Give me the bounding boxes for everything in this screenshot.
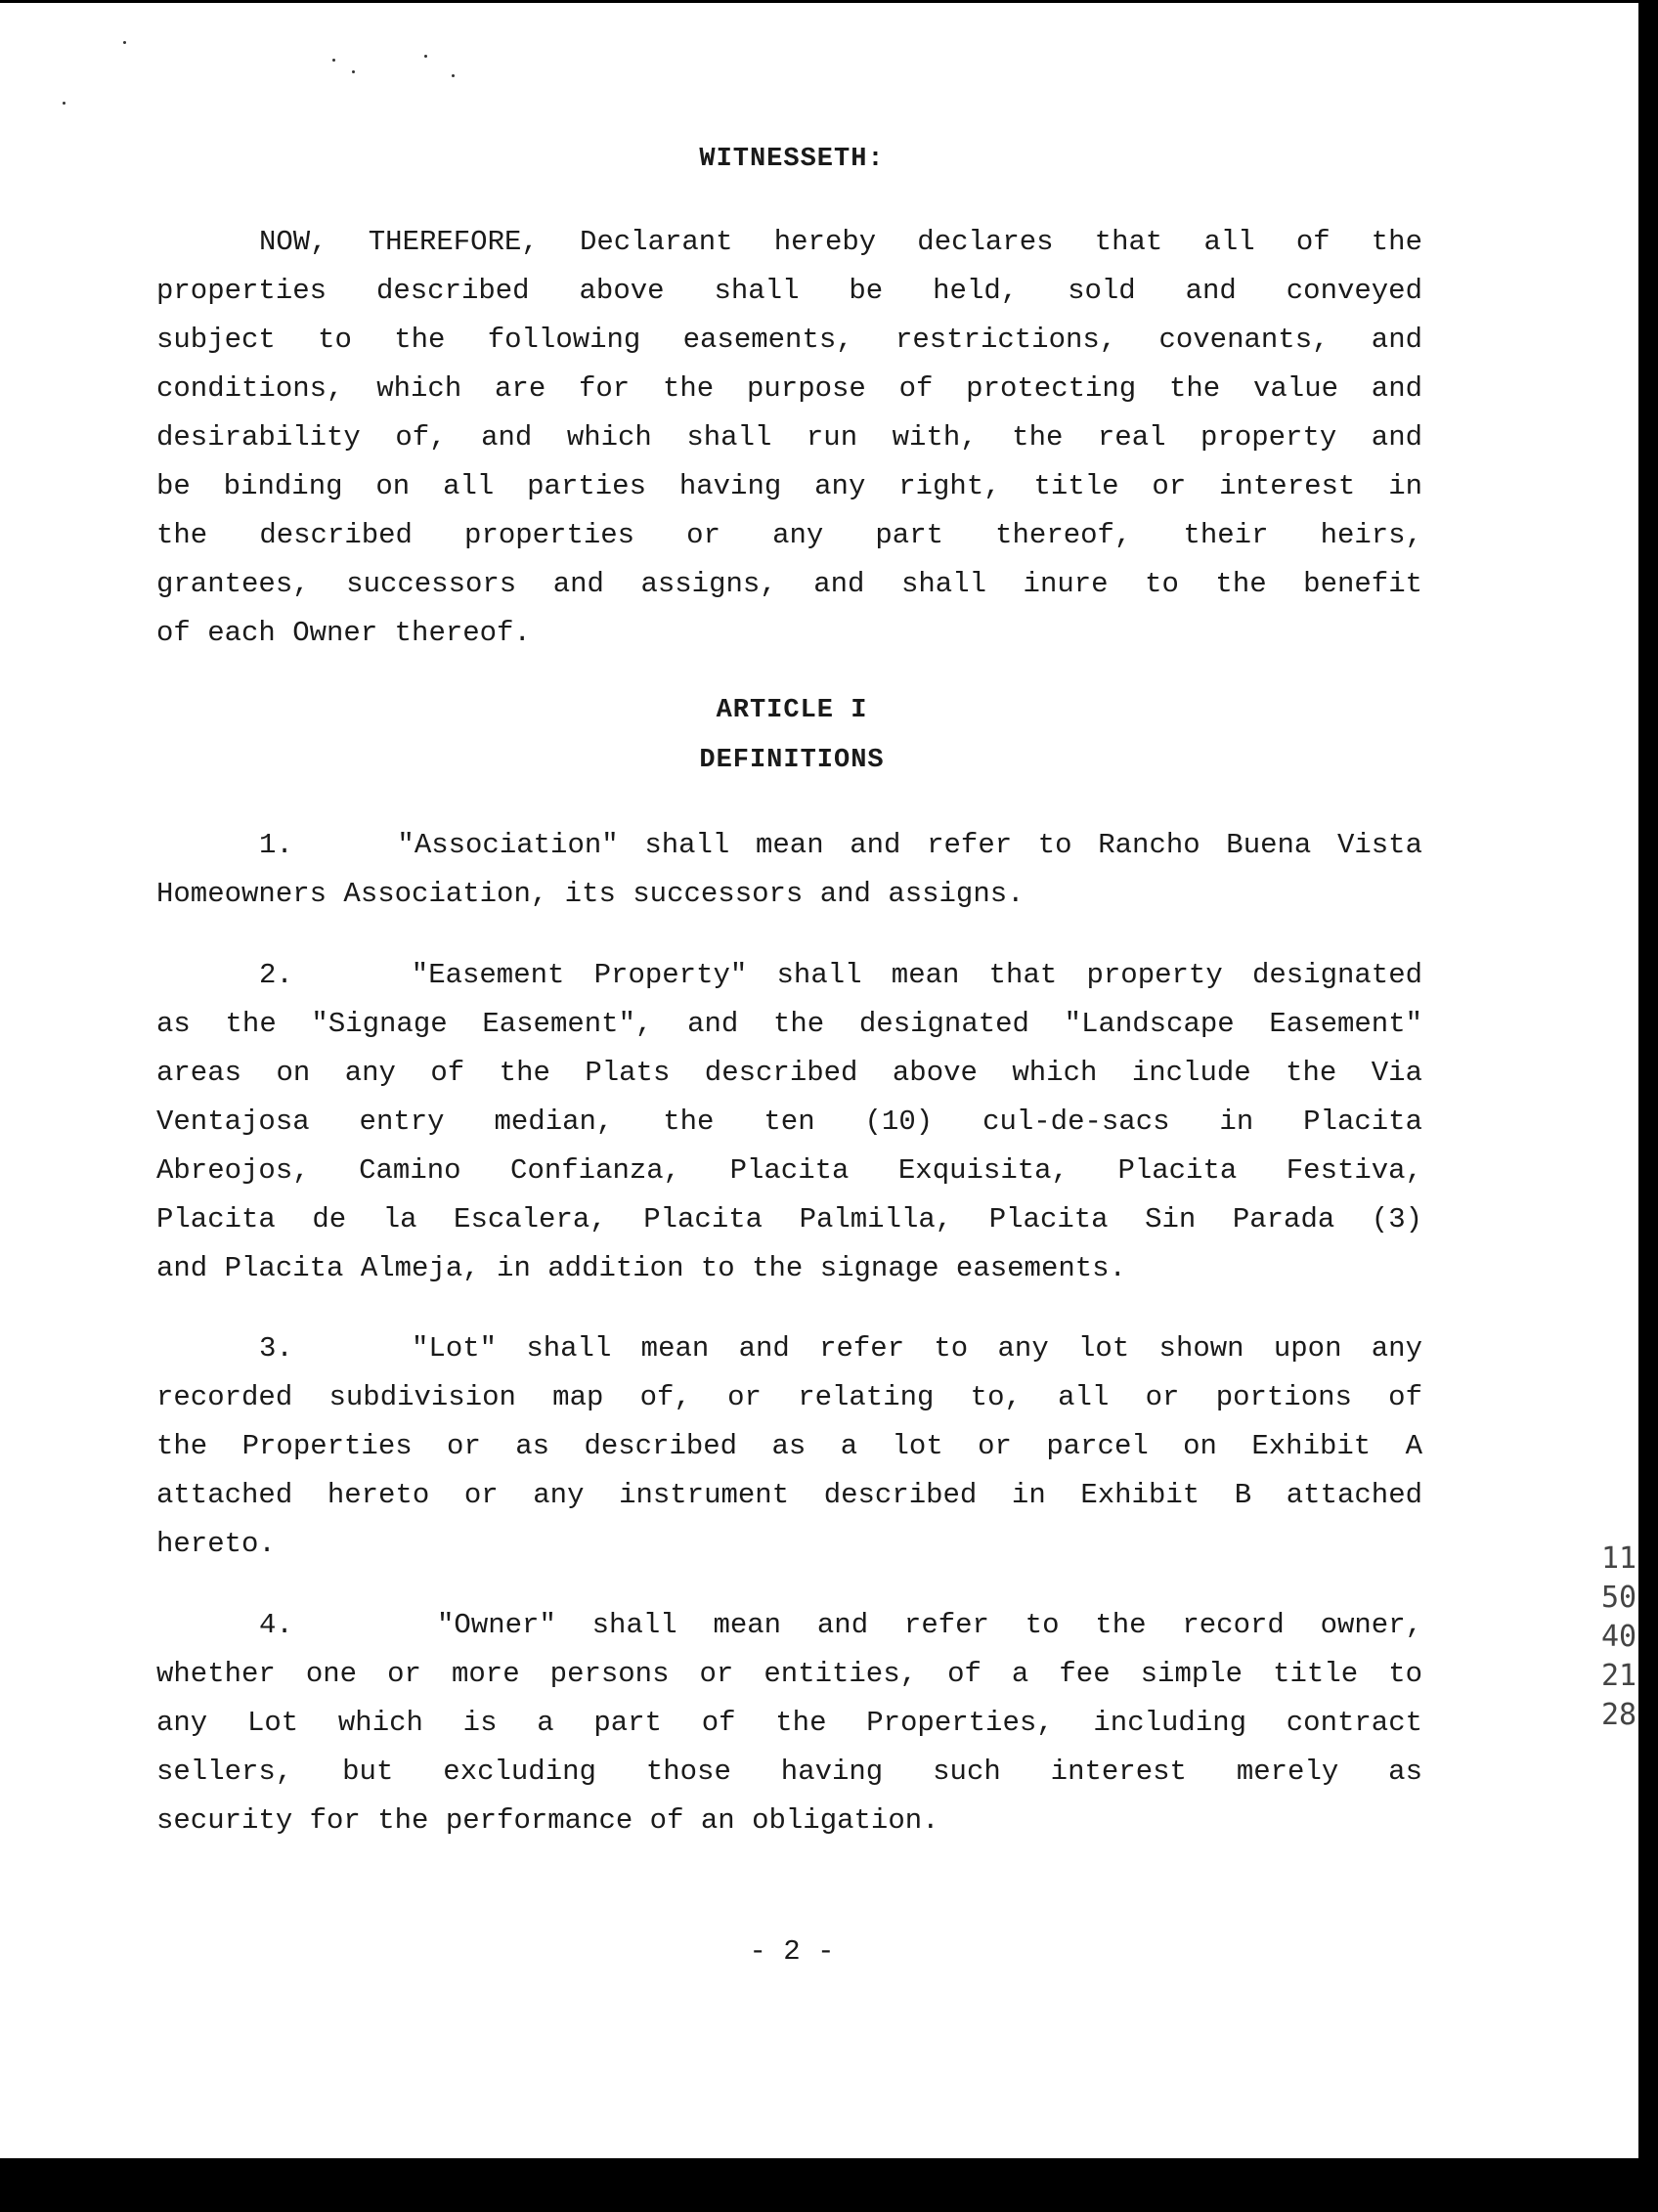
scan-right-edge bbox=[1638, 0, 1658, 2212]
text-line: subject to the following easements, restrictions, covenants, and bbox=[156, 324, 1422, 356]
text-line: the described properties or any part thereof, their heirs, bbox=[156, 519, 1422, 551]
scan-speck bbox=[352, 70, 355, 73]
text-line: 1. "Association" shall mean and refer to Rancho Buena Vista bbox=[259, 829, 1422, 861]
text-line: hereto. bbox=[156, 1528, 276, 1560]
text-line: the Properties or as described as a lot or parcel on Exhibit A bbox=[156, 1430, 1422, 1462]
text-line: Abreojos, Camino Confianza, Placita Exquisita, Placita Festiva, bbox=[156, 1154, 1422, 1187]
scan-speck bbox=[63, 102, 65, 105]
article-subtitle: DEFINITIONS bbox=[699, 746, 885, 775]
text-line: attached hereto or any instrument described in Exhibit B attached bbox=[156, 1479, 1422, 1511]
text-line: 2. "Easement Property" shall mean that property designated bbox=[259, 959, 1422, 991]
text-line: recorded subdivision map of, or relating to, all or portions of bbox=[156, 1381, 1422, 1413]
text-line: Ventajosa entry median, the ten (10) cul-de-sacs in Placita bbox=[156, 1106, 1422, 1138]
text-line: sellers, but excluding those having such interest merely as bbox=[156, 1756, 1422, 1788]
scan-speck bbox=[332, 59, 335, 62]
text-line: of each Owner thereof. bbox=[156, 617, 531, 649]
text-line: security for the performance of an obligation. bbox=[156, 1804, 939, 1837]
witnesseth-heading: WITNESSETH: bbox=[699, 145, 885, 174]
scan-speck bbox=[452, 74, 455, 77]
article-title: ARTICLE I bbox=[716, 696, 868, 725]
text-line: properties described above shall be held, sold and conveyed bbox=[156, 275, 1422, 307]
text-line: be binding on all parties having any right, title or interest in bbox=[156, 470, 1422, 502]
text-line: areas on any of the Plats described above which include the Via bbox=[156, 1057, 1422, 1089]
intro-paragraph bbox=[156, 218, 1422, 658]
text-line: 4. "Owner" shall mean and refer to the record owner, bbox=[259, 1609, 1422, 1641]
definition-4 bbox=[156, 1601, 1422, 1845]
text-line: Placita de la Escalera, Placita Palmilla, Placita Sin Parada (3) bbox=[156, 1203, 1422, 1236]
scan-bottom-edge bbox=[0, 2158, 1658, 2212]
text-line: grantees, successors and assigns, and shall inure to the benefit bbox=[156, 568, 1422, 600]
definition-1 bbox=[156, 821, 1422, 919]
text-line: 3. "Lot" shall mean and refer to any lot shown upon any bbox=[259, 1332, 1422, 1365]
definition-2 bbox=[156, 951, 1422, 1293]
text-line: as the "Signage Easement", and the designated "Landscape Easement" bbox=[156, 1008, 1422, 1040]
recording-number-stamp: 1150402128 bbox=[1600, 1541, 1637, 1732]
text-line: any Lot which is a part of the Properties, including contract bbox=[156, 1707, 1422, 1739]
scan-speck bbox=[123, 41, 126, 44]
text-line: whether one or more persons or entities, of a fee simple title to bbox=[156, 1658, 1422, 1690]
page-number: - 2 - bbox=[749, 1935, 835, 1968]
scan-top-edge bbox=[0, 0, 1658, 3]
text-line: desirability of, and which shall run with, the real property and bbox=[156, 421, 1422, 454]
text-line: NOW, THEREFORE, Declarant hereby declares that all of the bbox=[259, 226, 1422, 258]
definition-3 bbox=[156, 1324, 1422, 1569]
text-line: Homeowners Association, its successors and assigns. bbox=[156, 878, 1025, 910]
text-line: conditions, which are for the purpose of protecting the value and bbox=[156, 372, 1422, 405]
text-line: and Placita Almeja, in addition to the signage easements. bbox=[156, 1252, 1126, 1284]
scan-speck bbox=[424, 55, 427, 58]
